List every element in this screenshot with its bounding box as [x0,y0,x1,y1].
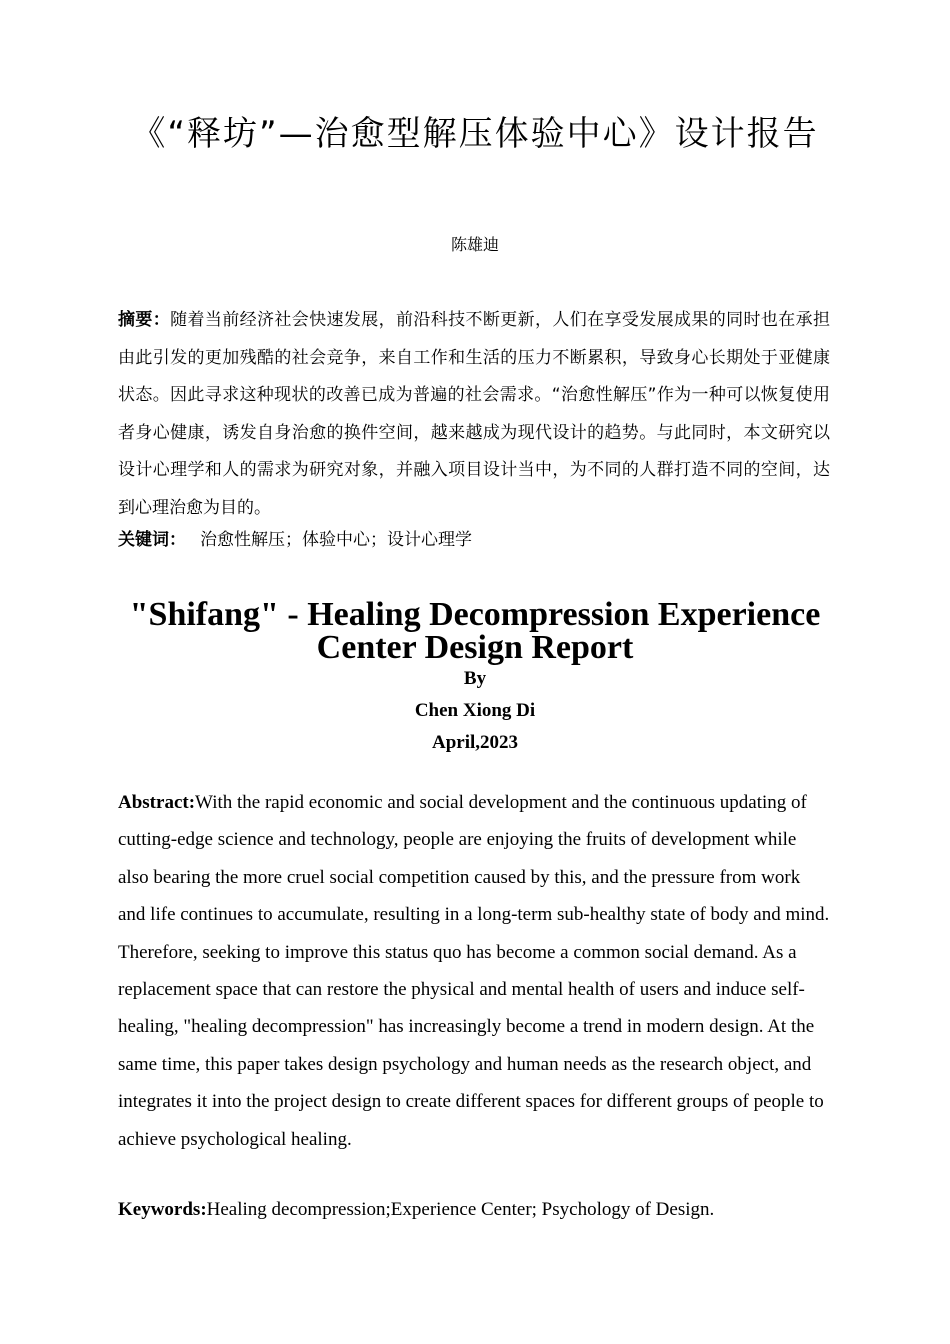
english-abstract-label: Abstract: [118,792,196,813]
english-keywords [118,1196,830,1224]
chinese-author: 陈雄迪 [450,235,499,254]
english-by-line: By [463,668,487,689]
english-keywords-text: Healing decompression;Experience Center; Psychology of Design. [206,1199,715,1220]
english-date: April,2023 [431,732,519,753]
chinese-abstract [118,302,830,527]
english-author: Chen Xiong Di [414,700,536,721]
chinese-keywords-text: 治愈性解压；体验中心；设计心理学 [200,530,472,550]
chinese-keywords-label: 关键词： [118,530,186,550]
chinese-abstract-label: 摘要： [118,310,171,330]
english-keywords-label: Keywords: [118,1199,207,1220]
chinese-abstract-text: 随着当前经济社会快速发展，前沿科技不断更新，人们在享受发展成果的同时也在承担由此引发的更加残酷的社会竞争，来自工作和生活的压力不断累积，导致身心长期处于亚健康状态。因此寻求这种现状的改善已成为普遍的社会需求。“治愈性解压”作为一种可以恢复使用者身心健康，诱发自身治愈的换件空间，越来越成为现代设计的趋势。与此同时，本文研究以设计心理学和人的需求为研究对象，并融入项目设计当中，为不同的人群打造不同的空间，达到心理治愈为目的。 [118,310,830,518]
english-abstract-text: With the rapid economic and social development and the continuous updating of cutting-edge science and technology, people are enjoying the fruits of development while also bearing the more cruel social competition caused by this, and the pressure from work and life continues to accumulate, resulting in a long-term sub-healthy state of body and mind. Therefore, seeking to improve this status quo has become a common social demand. As a replacement space that can restore the physical and mental health of users and induce self-healing, "healing decompression" has increasingly become a trend in modern design. At the same time, this paper takes design psychology and human needs as the research object, and integrates it into the project design to create different spaces for different groups of people to achieve psychological healing. [118,792,830,1150]
english-title: "Shifang" - Healing Decompression Experience Center Design Report [129,596,821,666]
chinese-title: 《“释坊”—治愈型解压体验中心》设计报告 [131,114,819,154]
chinese-keywords [118,527,830,553]
english-abstract [118,784,830,1158]
